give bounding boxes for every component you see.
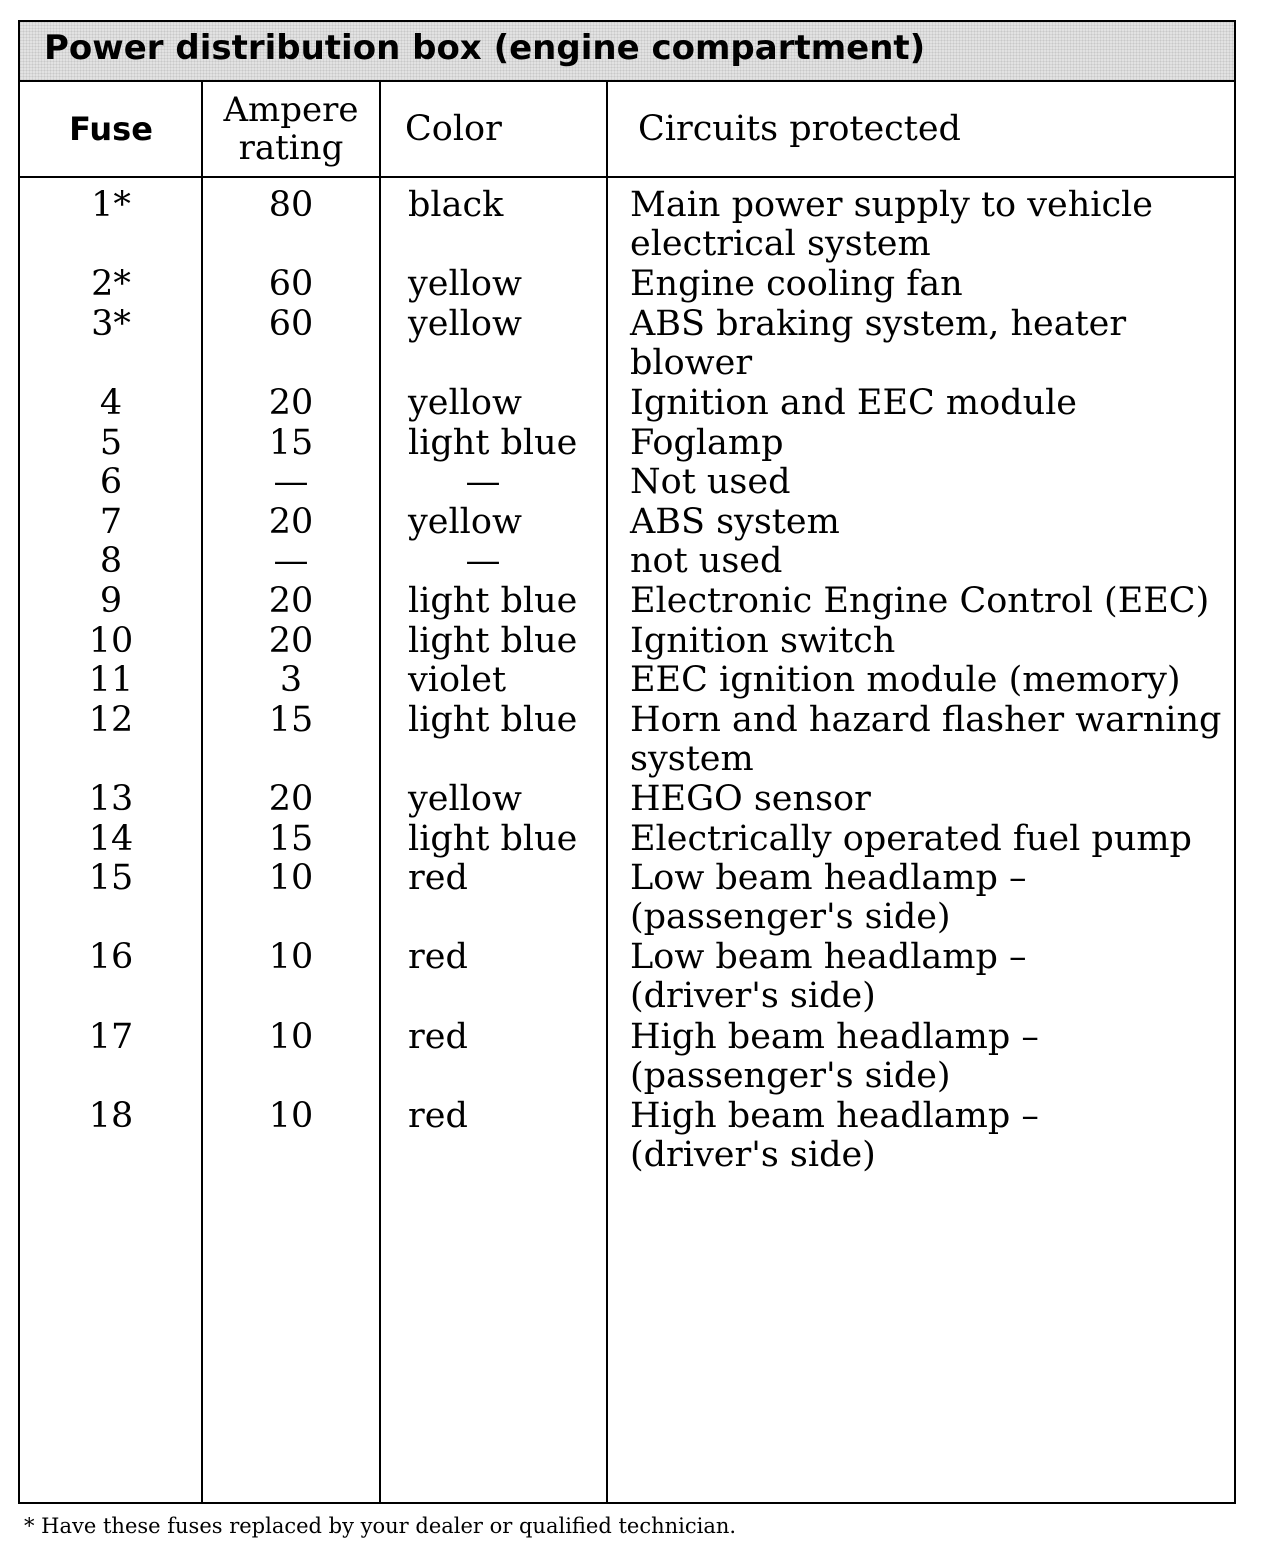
fuse-number: 6 — [99, 462, 123, 503]
circuit-line: Not used — [630, 462, 791, 503]
circuit-protected — [630, 1018, 1230, 1096]
fuse-number: 5 — [99, 422, 123, 463]
fuse-color: light blue — [408, 699, 578, 740]
fuse-color: red — [408, 858, 468, 899]
ampere-rating: 20 — [268, 501, 314, 542]
fuse-color: — — [465, 462, 501, 503]
circuit-line: Foglamp — [630, 422, 784, 463]
circuit-protected — [630, 661, 1230, 700]
ampere-rating: 15 — [268, 422, 314, 463]
ampere-rating: — — [273, 462, 309, 503]
table-title: Power distribution box (engine compartment) — [44, 28, 926, 68]
fuse-number: 10 — [88, 620, 134, 661]
circuit-protected — [630, 503, 1230, 542]
fuse-color: yellow — [408, 383, 522, 423]
circuit-line: High beam headlamp – — [630, 1016, 1039, 1057]
header-fuse: Fuse — [69, 110, 153, 148]
ampere-rating: 60 — [268, 303, 314, 344]
fuse-number: 17 — [88, 1016, 134, 1057]
ampere-rating: 15 — [268, 818, 314, 859]
circuit-line: (driver's side) — [630, 976, 876, 1017]
ampere-rating: 80 — [268, 185, 314, 225]
circuit-line: EEC ignition module (memory) — [630, 660, 1181, 701]
fuse-number: 9 — [99, 581, 123, 621]
table-title-bar — [20, 22, 1234, 82]
circuit-line: electrical system — [630, 224, 931, 264]
fuse-number: 7 — [99, 501, 123, 542]
ampere-rating: 60 — [268, 264, 314, 305]
circuit-protected — [630, 859, 1230, 937]
header-circuits: Circuits protected — [638, 109, 961, 149]
ampere-rating: 10 — [268, 1095, 314, 1136]
circuit-line: ABS system — [630, 501, 840, 542]
fuse-number: 11 — [88, 660, 134, 701]
ampere-rating: 10 — [268, 1016, 314, 1057]
fuse-color: yellow — [408, 303, 522, 344]
circuit-protected — [630, 582, 1230, 621]
circuit-line: Engine cooling fan — [630, 264, 963, 305]
circuit-line: blower — [630, 342, 753, 383]
header-ampere-line2: rating — [238, 128, 344, 168]
circuit-protected — [630, 622, 1230, 661]
fuse-number: 12 — [88, 699, 134, 740]
header-color: Color — [405, 109, 502, 149]
fuse-number: 15 — [88, 858, 134, 899]
circuit-protected — [630, 384, 1230, 423]
fuse-color: light blue — [408, 581, 578, 621]
circuit-line: High beam headlamp – — [630, 1095, 1039, 1136]
circuit-protected — [630, 701, 1230, 779]
header-ampere-rating — [202, 82, 380, 176]
circuit-protected — [630, 780, 1230, 819]
circuit-line: Horn and hazard flasher warning — [630, 699, 1222, 740]
circuit-line: Low beam headlamp – — [630, 937, 1027, 978]
ampere-rating: 20 — [268, 779, 314, 819]
fuse-number: 18 — [88, 1095, 134, 1136]
circuit-line: Electronic Engine Control (EEC) — [630, 581, 1210, 621]
fuse-color: black — [408, 185, 504, 225]
ampere-rating: 20 — [268, 620, 314, 661]
circuit-line: HEGO sensor — [630, 779, 871, 819]
circuit-protected — [630, 305, 1230, 383]
circuit-line: Low beam headlamp – — [630, 858, 1027, 899]
footnote: * Have these fuses replaced by your dealer or qualified technician. — [24, 1514, 737, 1538]
fuse-color: yellow — [408, 501, 522, 542]
circuit-line: (passenger's side) — [630, 1055, 951, 1096]
ampere-rating: 3 — [279, 660, 303, 701]
circuit-protected — [630, 424, 1230, 463]
circuit-line: system — [630, 738, 754, 779]
fuse-color: yellow — [408, 779, 522, 819]
fuse-number: 4 — [99, 383, 123, 423]
fuse-color: red — [408, 937, 468, 978]
circuit-line: Main power supply to vehicle — [630, 185, 1153, 225]
fuse-color: violet — [408, 660, 507, 701]
fuse-color: light blue — [408, 422, 578, 463]
circuit-protected — [630, 1097, 1230, 1175]
fuse-number: 3* — [91, 303, 131, 344]
circuit-protected — [630, 265, 1230, 304]
circuit-line: ABS braking system, heater — [630, 303, 1127, 344]
fuse-number: 1* — [91, 185, 131, 225]
ampere-rating: 15 — [268, 699, 314, 740]
circuit-protected — [630, 938, 1230, 1016]
fuse-color: light blue — [408, 620, 578, 661]
ampere-rating: 20 — [268, 383, 314, 423]
circuit-line: not used — [630, 541, 783, 582]
fuse-color: light blue — [408, 818, 578, 859]
circuit-line: Electrically operated fuel pump — [630, 818, 1192, 859]
ampere-rating: 10 — [268, 937, 314, 978]
circuit-line: Ignition switch — [630, 620, 896, 661]
fuse-number: 16 — [88, 937, 134, 978]
fuse-color: red — [408, 1016, 468, 1057]
circuit-protected — [630, 542, 1230, 581]
ampere-rating: 20 — [268, 581, 314, 621]
fuse-number: 8 — [99, 541, 123, 582]
ampere-rating: 10 — [268, 858, 314, 899]
fuse-color: yellow — [408, 264, 522, 305]
fuse-color: — — [465, 541, 501, 582]
fuse-number: 2* — [91, 264, 131, 305]
ampere-rating: — — [273, 541, 309, 582]
fuse-number: 14 — [88, 818, 134, 859]
fuse-color: red — [408, 1095, 468, 1136]
header-ampere-line1: Ampere — [223, 90, 359, 130]
fuse-number: 13 — [88, 779, 134, 819]
circuit-line: (passenger's side) — [630, 897, 951, 938]
circuit-protected — [630, 820, 1230, 859]
circuit-protected — [630, 463, 1230, 502]
circuit-line: Ignition and EEC module — [630, 383, 1078, 423]
circuit-protected — [630, 186, 1230, 264]
fuse-table — [18, 20, 1236, 1504]
circuit-line: (driver's side) — [630, 1134, 876, 1175]
